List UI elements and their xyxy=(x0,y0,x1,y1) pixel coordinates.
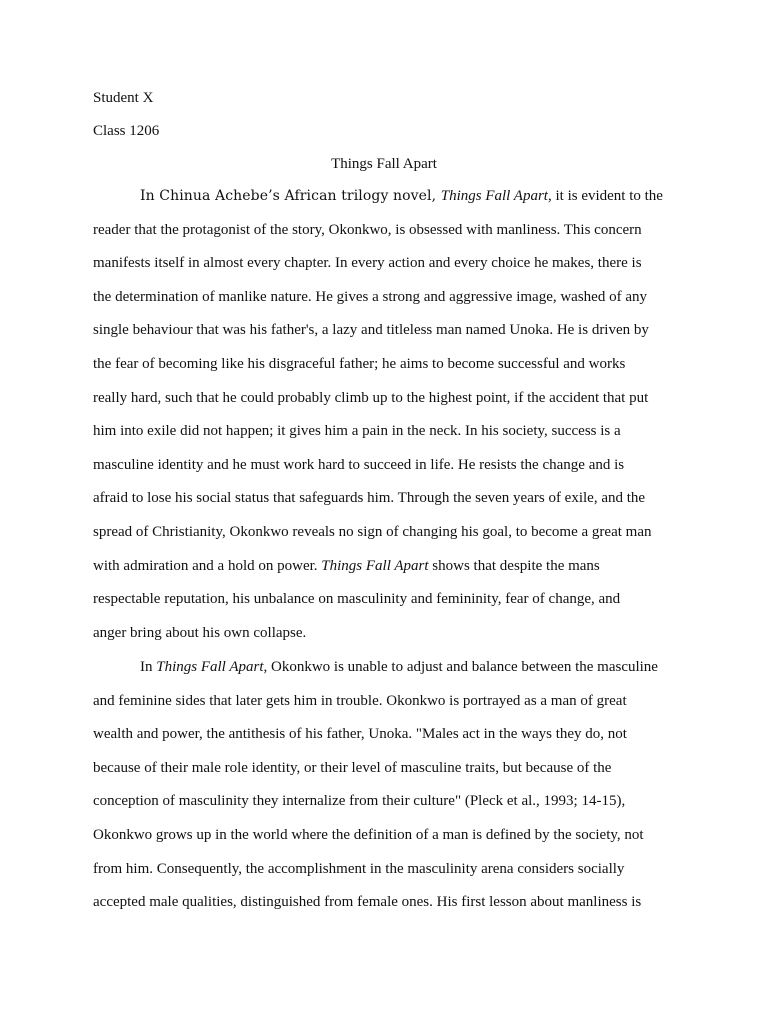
class-number: Class 1206 xyxy=(93,123,160,139)
text-run: shows that despite the mans xyxy=(428,557,600,574)
text-run: , Okonkwo is unable to adjust and balance between the masculine xyxy=(263,659,658,675)
paragraph-line: anger bring about his own collapse. xyxy=(93,624,307,641)
text-run: In xyxy=(140,659,157,675)
paragraph-line: really hard, such that he could probably climb up to the highest point, if the accident that put xyxy=(93,389,649,406)
paragraph-line: manifests itself in almost every chapter. In every action and every choice he makes, there is xyxy=(93,255,642,272)
paragraph-line: wealth and power, the antithesis of his father, Unoka. "Males act in the ways they do, not xyxy=(93,726,627,743)
student-name: Student X xyxy=(93,90,154,106)
paragraph-line: reader that the protagonist of the story, Okonkwo, is obsessed with manliness. This concern xyxy=(93,221,642,238)
text-run: with admiration and a hold on power. xyxy=(93,557,322,574)
paragraph-line xyxy=(93,550,683,584)
paragraph-line: masculine identity and he must work hard to succeed in life. He resists the change and is xyxy=(93,456,625,473)
paragraph-line xyxy=(93,651,683,685)
paragraph-line: the determination of manlike nature. He gives a strong and aggressive image, washed of any xyxy=(93,288,647,305)
paragraph-line: single behaviour that was his father's, a lazy and titleless man named Unoka. He is driven by xyxy=(93,322,649,339)
paragraph-line: and feminine sides that later gets him in trouble. Okonkwo is portrayed as a man of great xyxy=(93,692,627,709)
text-run: In Chinua Achebe’s African trilogy novel, xyxy=(140,188,441,204)
paragraph-2 xyxy=(93,651,683,920)
paragraph-line: the fear of becoming like his disgraceful father; he aims to become successful and works xyxy=(93,355,626,372)
text-run: , it is evident to the xyxy=(547,188,663,204)
paragraph-line xyxy=(93,180,683,214)
book-title-italic: Things Fall Apart xyxy=(156,659,264,675)
paragraph-line: respectable reputation, his unbalance on masculinity and femininity, fear of change, and xyxy=(93,591,621,608)
book-title-italic: Things Fall Apart xyxy=(440,188,548,204)
paragraph-line: from him. Consequently, the accomplishment in the masculinity arena considers socially xyxy=(93,860,625,877)
paragraph-line: conception of masculinity they internalize from their culture" (Pleck et al., 1993; 14-15), xyxy=(93,793,626,810)
book-title-italic: Things Fall Apart xyxy=(321,557,429,574)
essay-title: Things Fall Apart xyxy=(331,156,437,172)
paragraph-line: accepted male qualities, distinguished from female ones. His first lesson about manliness is xyxy=(93,894,642,911)
paragraph-line: afraid to lose his social status that safeguards him. Through the seven years of exile, and the xyxy=(93,490,646,507)
paragraph-line: because of their male role identity, or their level of masculine traits, but because of the xyxy=(93,759,612,776)
paragraph-line: spread of Christianity, Okonkwo reveals no sign of changing his goal, to become a great man xyxy=(93,523,652,540)
paragraph-line: Okonkwo grows up in the world where the definition of a man is defined by the society, not xyxy=(93,826,644,843)
paragraph-1 xyxy=(93,180,683,650)
paragraph-line: him into exile did not happen; it gives him a pain in the neck. In his society, success is a xyxy=(93,423,621,440)
